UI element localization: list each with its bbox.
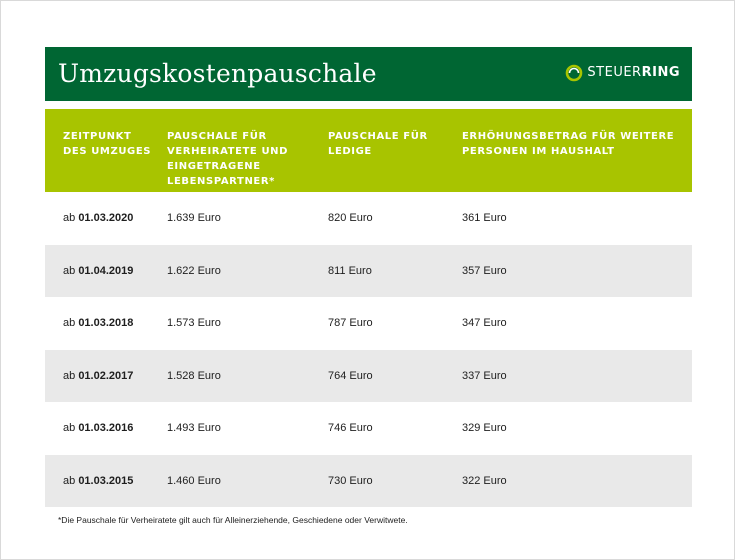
extra-cell: 329 Euro — [462, 422, 507, 435]
table-row — [45, 297, 692, 350]
footnote: *Die Pauschale für Verheiratete gilt auch für Alleinerziehende, Geschiedene oder Verwitwete. — [58, 515, 408, 525]
steuerring-logo — [565, 64, 680, 82]
single-cell: 764 Euro — [328, 369, 373, 382]
married-cell: 1.622 Euro — [167, 264, 221, 277]
single-cell: 820 Euro — [328, 212, 373, 225]
column-header: ERHÖHUNGSBETRAG FÜR WEITERE PERSONEN IM HAUSHALT — [462, 109, 692, 192]
table-row — [45, 402, 692, 455]
title-bar — [45, 47, 692, 101]
date-cell: ab 01.03.2020 — [63, 212, 134, 225]
extra-cell: 337 Euro — [462, 369, 507, 382]
married-cell: 1.639 Euro — [167, 212, 221, 225]
extra-cell: 347 Euro — [462, 317, 507, 330]
single-cell: 730 Euro — [328, 474, 373, 487]
column-header: PAUSCHALE FÜR LEDIGE — [328, 109, 462, 192]
table-row — [45, 455, 692, 508]
table-row — [45, 192, 692, 245]
married-cell: 1.493 Euro — [167, 422, 221, 435]
column-header: ZEITPUNKT DES UMZUGES — [45, 109, 167, 192]
column-header: PAUSCHALE FÜR VERHEIRATETE UND EINGETRAGENE LEBENSPARTNER* — [167, 109, 328, 192]
page-title: Umzugskostenpauschale — [58, 59, 377, 88]
single-cell: 746 Euro — [328, 422, 373, 435]
date-cell: ab 01.03.2015 — [63, 474, 134, 487]
married-cell: 1.460 Euro — [167, 474, 221, 487]
date-cell: ab 01.04.2019 — [63, 264, 134, 277]
steuerring-logo-icon — [565, 64, 583, 82]
single-cell: 787 Euro — [328, 317, 373, 330]
extra-cell: 357 Euro — [462, 264, 507, 277]
extra-cell: 322 Euro — [462, 474, 507, 487]
date-cell: ab 01.02.2017 — [63, 369, 134, 382]
pauschale-table — [45, 109, 692, 507]
extra-cell: 361 Euro — [462, 212, 507, 225]
logo-wordmark: STEUERRING — [587, 65, 680, 80]
date-cell: ab 01.03.2016 — [63, 422, 134, 435]
married-cell: 1.573 Euro — [167, 317, 221, 330]
single-cell: 811 Euro — [328, 264, 372, 277]
table-header-row — [45, 109, 692, 192]
married-cell: 1.528 Euro — [167, 369, 221, 382]
table-row — [45, 350, 692, 403]
date-cell: ab 01.03.2018 — [63, 317, 134, 330]
table-row — [45, 245, 692, 298]
